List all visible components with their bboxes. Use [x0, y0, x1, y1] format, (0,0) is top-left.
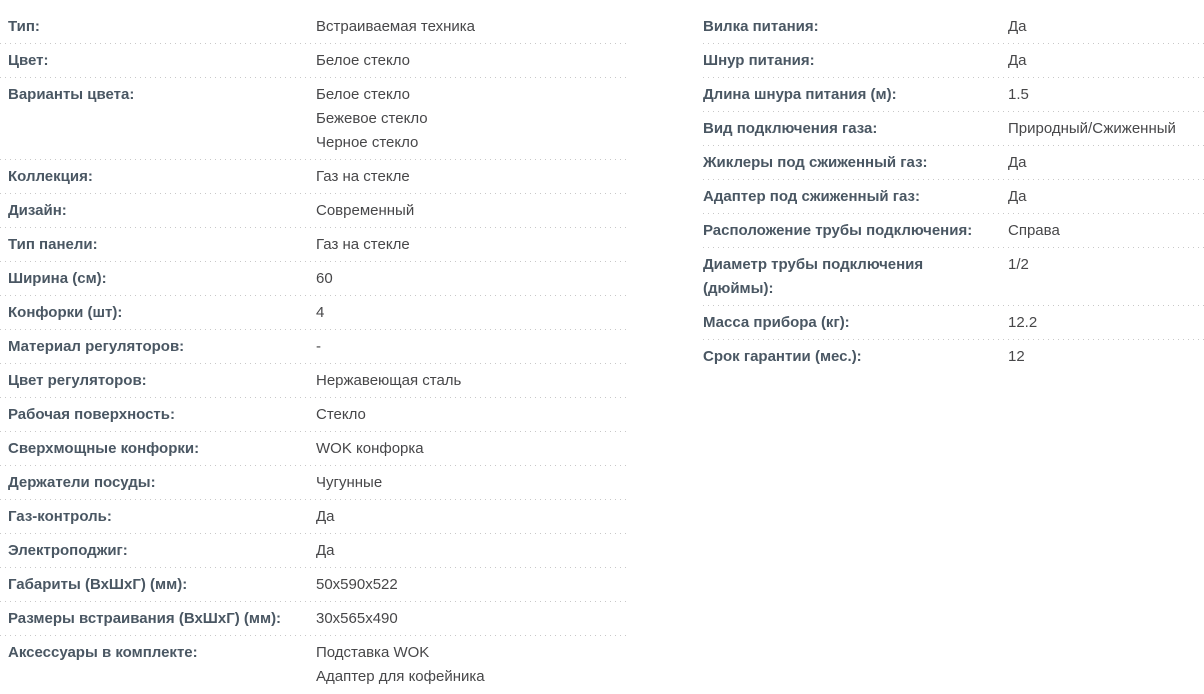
spec-row	[0, 10, 628, 44]
spec-row	[0, 262, 628, 296]
spec-row	[0, 534, 628, 568]
spec-value: Белое стекло	[316, 52, 410, 69]
spec-label: Тип:	[8, 18, 40, 35]
spec-value: Да	[316, 542, 335, 559]
spec-row	[0, 466, 628, 500]
spec-value: Встраиваемая техника	[316, 18, 475, 35]
spec-column-left	[0, 10, 628, 694]
spec-value: Справа	[1008, 222, 1060, 239]
spec-values	[316, 49, 628, 73]
spec-value: 30x565x490	[316, 610, 398, 627]
spec-column-right	[703, 10, 1204, 694]
spec-value: Природный/Сжиженный	[1008, 120, 1176, 137]
spec-row	[703, 112, 1204, 146]
spec-value: Современный	[316, 202, 415, 219]
spec-values	[1008, 49, 1204, 73]
spec-value: -	[316, 338, 321, 355]
spec-label: Длина шнура питания (м):	[703, 86, 897, 103]
spec-values	[316, 403, 628, 427]
spec-label: Ширина (см):	[8, 270, 107, 287]
spec-value: 60	[316, 270, 333, 287]
spec-label: Вилка питания:	[703, 18, 819, 35]
spec-row	[0, 398, 628, 432]
spec-label: Держатели посуды:	[8, 474, 156, 491]
spec-value: 12.2	[1008, 314, 1038, 331]
spec-row	[0, 330, 628, 364]
spec-row	[0, 296, 628, 330]
spec-row	[0, 432, 628, 466]
spec-values	[316, 335, 628, 359]
spec-label: Рабочая поверхность:	[8, 406, 175, 423]
spec-values	[1008, 83, 1204, 107]
spec-row	[703, 340, 1204, 374]
spec-values	[316, 165, 628, 189]
spec-value: 12	[1008, 348, 1025, 365]
spec-label: Материал регуляторов:	[8, 338, 185, 355]
spec-label: Электроподжиг:	[8, 542, 128, 559]
spec-values	[1008, 219, 1204, 243]
spec-row	[703, 306, 1204, 340]
spec-label: Диаметр трубы подключения (дюймы):	[703, 256, 924, 297]
spec-value: 4	[316, 304, 325, 321]
spec-label: Коллекция:	[8, 168, 93, 185]
spec-value: Да	[1008, 188, 1027, 205]
spec-value: 1.5	[1008, 86, 1029, 103]
spec-label: Сверхмощные конфорки:	[8, 440, 200, 457]
spec-label: Расположение трубы подключения:	[703, 222, 973, 239]
spec-row	[703, 248, 1204, 306]
spec-values	[316, 233, 628, 257]
spec-value: Подставка WOK	[316, 644, 430, 661]
spec-values	[316, 573, 628, 597]
spec-row	[0, 228, 628, 262]
spec-value: Стекло	[316, 406, 366, 423]
spec-values	[316, 267, 628, 291]
spec-row	[703, 146, 1204, 180]
spec-value: 50x590x522	[316, 576, 398, 593]
spec-values	[316, 607, 628, 631]
spec-values	[316, 369, 628, 393]
spec-values	[316, 83, 628, 155]
spec-values	[316, 437, 628, 461]
spec-row	[703, 180, 1204, 214]
spec-label: Адаптер под сжиженный газ:	[703, 188, 921, 205]
spec-row	[0, 500, 628, 534]
spec-label: Дизайн:	[8, 202, 67, 219]
spec-values	[316, 471, 628, 495]
spec-values	[1008, 151, 1204, 175]
spec-value: Чугунные	[316, 474, 383, 491]
spec-label: Цвет:	[8, 52, 49, 69]
spec-row	[703, 78, 1204, 112]
spec-label: Конфорки (шт):	[8, 304, 123, 321]
spec-row	[0, 636, 628, 694]
spec-row	[0, 78, 628, 160]
spec-value: Да	[1008, 154, 1027, 171]
spec-label: Жиклеры под сжиженный газ:	[703, 154, 928, 171]
spec-label: Варианты цвета:	[8, 86, 135, 103]
spec-row	[0, 194, 628, 228]
spec-label: Срок гарантии (мес.):	[703, 348, 862, 365]
spec-value: Да	[316, 508, 335, 525]
spec-row	[0, 602, 628, 636]
spec-label: Тип панели:	[8, 236, 98, 253]
spec-value: Газ на стекле	[316, 236, 410, 253]
spec-value: Белое стекло	[316, 86, 410, 103]
spec-value: WOK конфорка	[316, 440, 424, 457]
spec-value: Адаптер для кофейника	[316, 668, 485, 685]
spec-value: Бежевое стекло	[316, 110, 428, 127]
spec-value: Черное стекло	[316, 134, 419, 151]
spec-values	[1008, 117, 1204, 141]
spec-label: Вид подключения газа:	[703, 120, 878, 137]
spec-value: 1/2	[1008, 256, 1029, 273]
spec-value: Газ на стекле	[316, 168, 410, 185]
spec-values	[316, 301, 628, 325]
spec-label: Шнур питания:	[703, 52, 815, 69]
spec-values	[1008, 311, 1204, 335]
spec-values	[1008, 185, 1204, 209]
spec-label: Газ-контроль:	[8, 508, 112, 525]
spec-label: Габариты (ВхШхГ) (мм):	[8, 576, 188, 593]
spec-label: Цвет регуляторов:	[8, 372, 147, 389]
spec-label: Размеры встраивания (ВхШхГ) (мм):	[8, 610, 282, 627]
spec-row	[0, 44, 628, 78]
spec-row	[0, 364, 628, 398]
spec-values	[316, 15, 628, 39]
spec-values	[1008, 253, 1204, 277]
spec-row	[0, 160, 628, 194]
spec-row	[0, 568, 628, 602]
spec-row	[703, 214, 1204, 248]
spec-value: Да	[1008, 18, 1027, 35]
spec-value: Нержавеющая сталь	[316, 372, 462, 389]
spec-label: Масса прибора (кг):	[703, 314, 850, 331]
spec-value: Да	[1008, 52, 1027, 69]
spec-values	[316, 199, 628, 223]
spec-values	[1008, 15, 1204, 39]
spec-label: Аксессуары в комплекте:	[8, 644, 198, 661]
spec-row	[703, 10, 1204, 44]
spec-values	[316, 641, 628, 689]
spec-values	[316, 539, 628, 563]
spec-values	[1008, 345, 1204, 369]
spec-row	[703, 44, 1204, 78]
spec-values	[316, 505, 628, 529]
